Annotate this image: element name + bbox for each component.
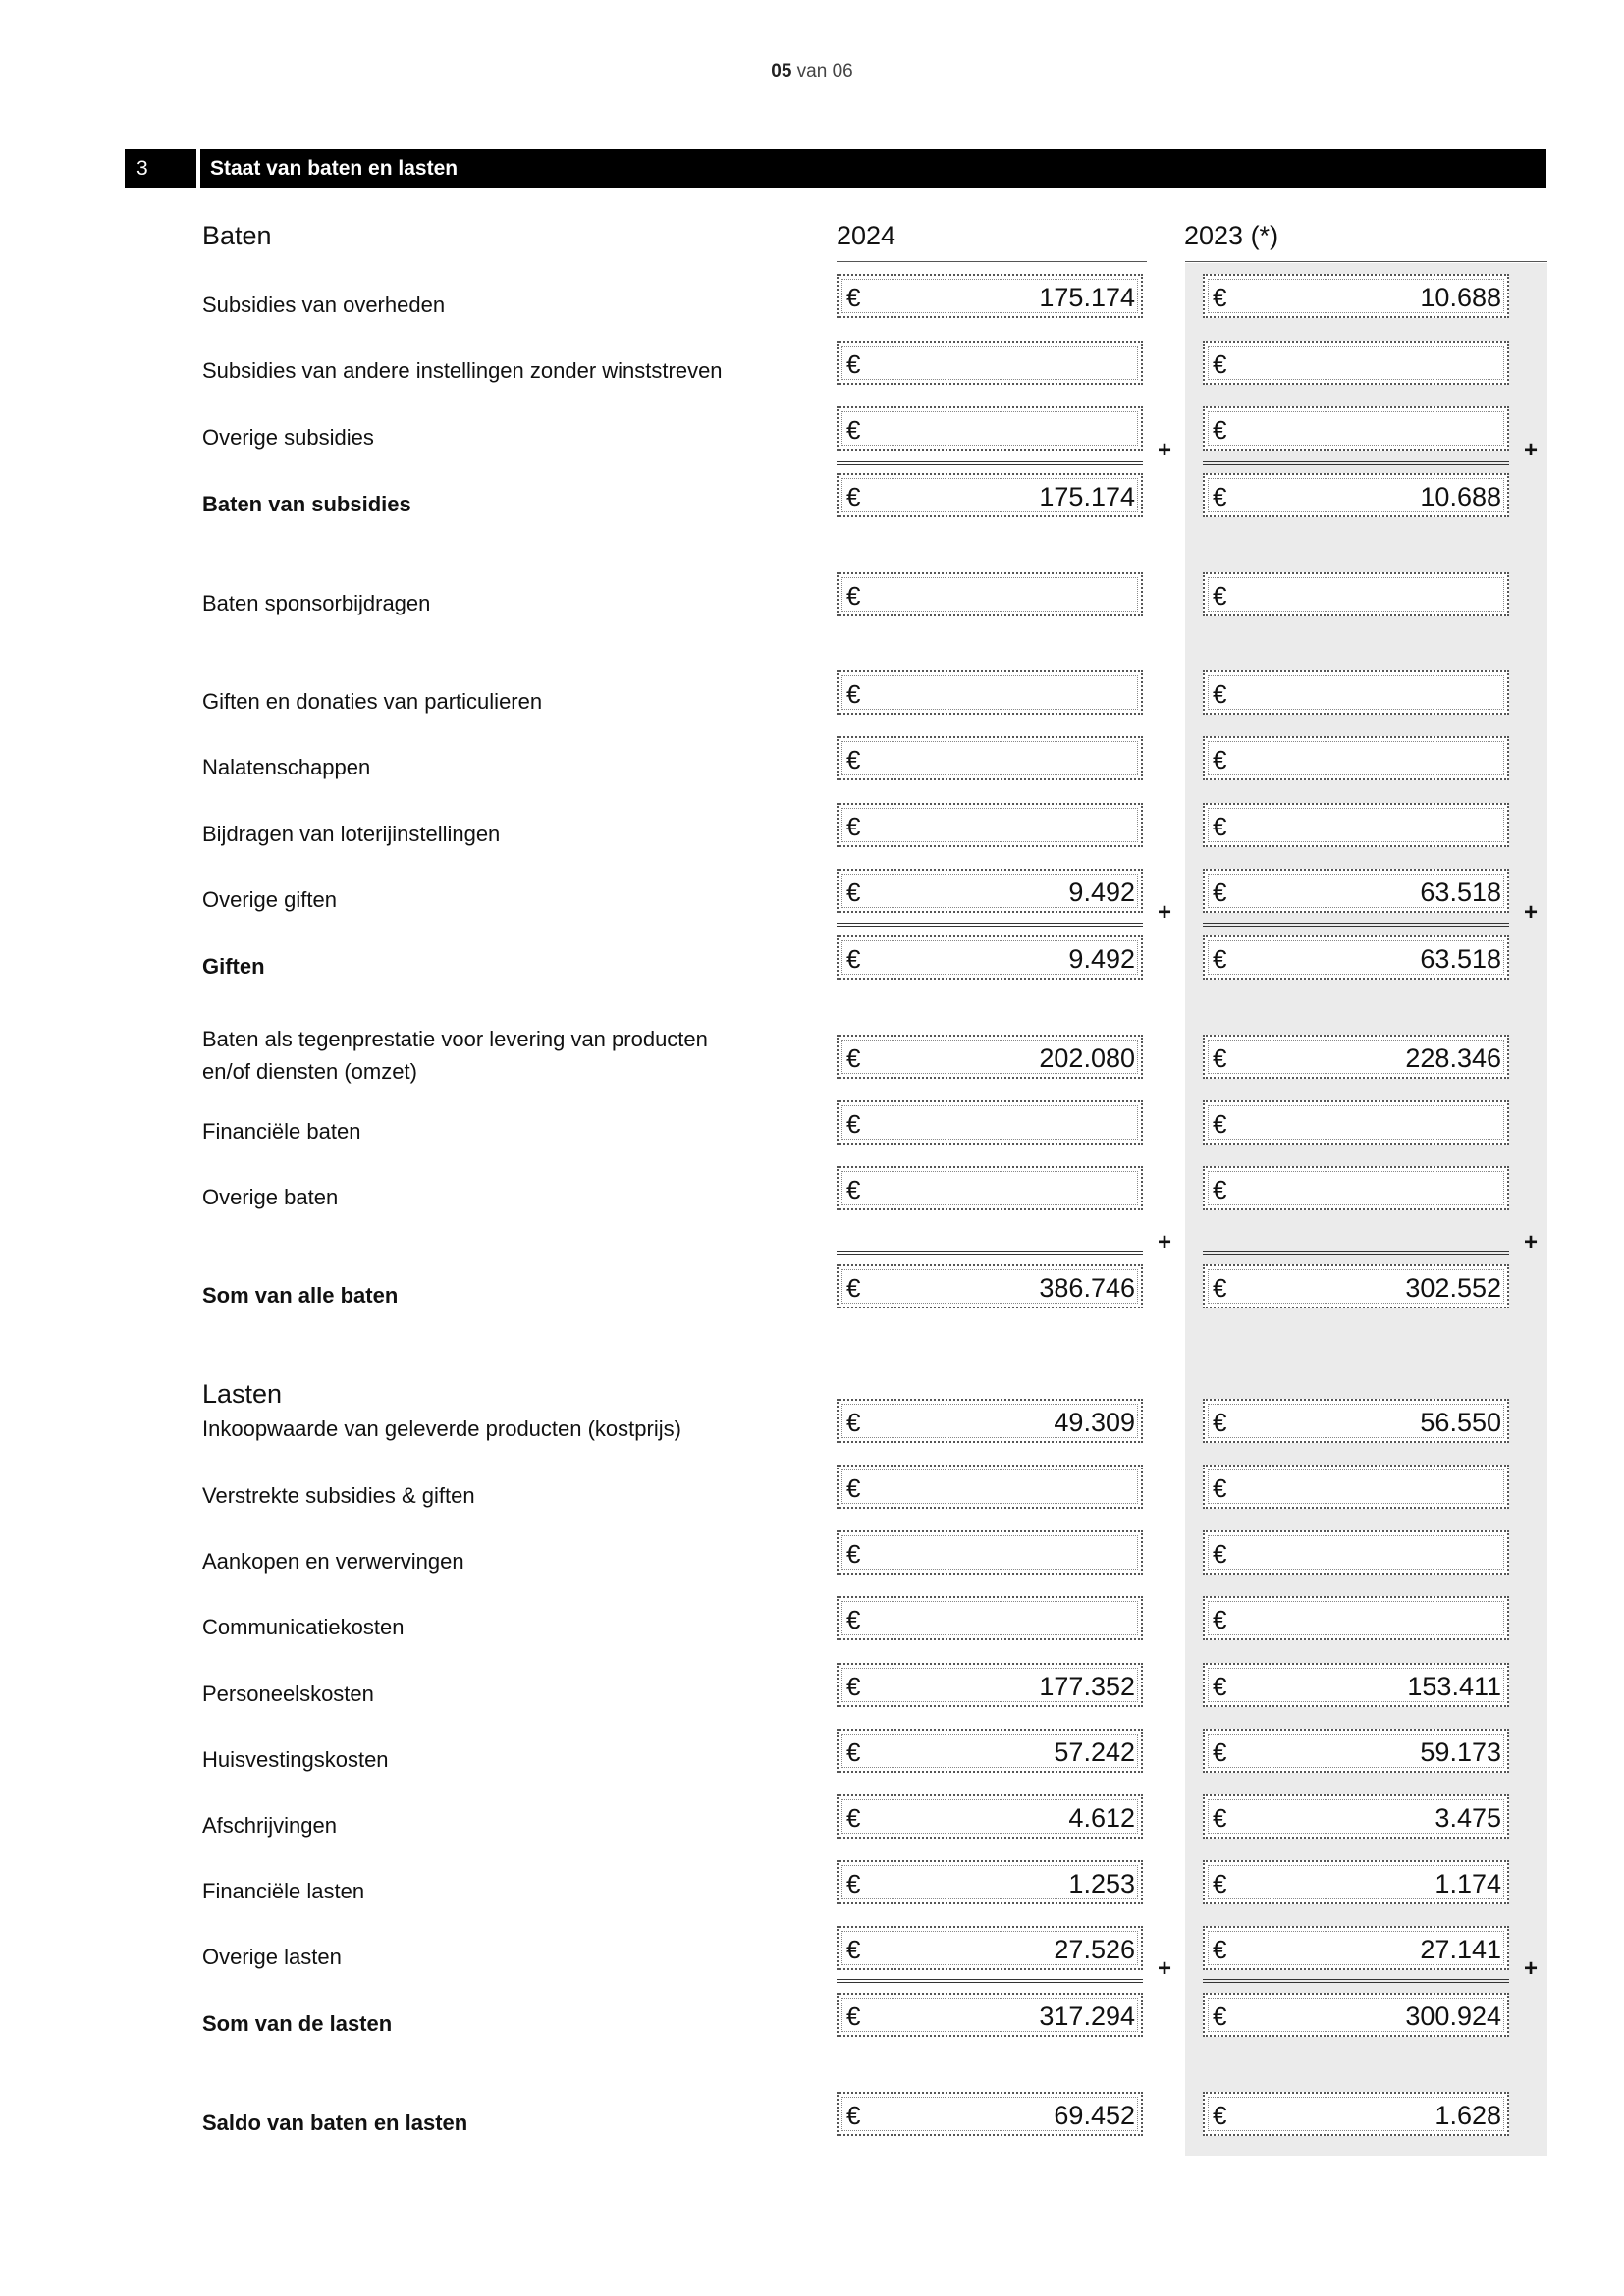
euro-sign: € — [846, 1539, 861, 1569]
euro-sign: € — [1213, 1935, 1227, 1964]
euro-sign: € — [1213, 1273, 1227, 1303]
amount-field-2023 — [1203, 1926, 1509, 1970]
sum-line — [837, 923, 1143, 927]
row-label: Overige giften — [202, 887, 337, 912]
amount-field-2024 — [837, 869, 1143, 913]
euro-sign: € — [1213, 283, 1227, 312]
amount-value: 10.688 — [1420, 283, 1501, 312]
amount-field-2023 — [1203, 473, 1509, 517]
euro-sign: € — [846, 1473, 861, 1503]
euro-sign: € — [1213, 1408, 1227, 1437]
amount-value: 9.492 — [1068, 944, 1135, 974]
amount-field-2024 — [837, 670, 1143, 715]
amount-value: 302.552 — [1405, 1273, 1501, 1303]
row-label: Som van alle baten — [202, 1283, 399, 1308]
amount-field-2023 — [1203, 1993, 1509, 2037]
amount-field-2023 — [1203, 274, 1509, 318]
euro-sign: € — [1213, 581, 1227, 611]
euro-sign: € — [846, 1737, 861, 1767]
euro-sign: € — [1213, 1473, 1227, 1503]
euro-sign: € — [1213, 349, 1227, 379]
amount-value: 177.352 — [1039, 1672, 1135, 1701]
amount-value: 9.492 — [1068, 878, 1135, 907]
amount-field-2023 — [1203, 1860, 1509, 1904]
euro-sign: € — [1213, 1803, 1227, 1833]
sum-line — [1203, 1251, 1509, 1255]
amount-field-2024 — [837, 1100, 1143, 1145]
amount-field-2024 — [837, 274, 1143, 318]
amount-field-2023 — [1203, 406, 1509, 451]
amount-value: 317.294 — [1039, 2002, 1135, 2031]
euro-sign: € — [846, 1869, 861, 1898]
row-label: Bijdragen van loterijinstellingen — [202, 822, 501, 846]
euro-sign: € — [1213, 944, 1227, 974]
row-label: Nalatenschappen — [202, 755, 371, 779]
amount-value: 202.080 — [1039, 1043, 1135, 1073]
amount-value: 27.526 — [1054, 1935, 1135, 1964]
euro-sign: € — [846, 2002, 861, 2031]
amount-field-2023 — [1203, 1399, 1509, 1443]
euro-sign: € — [1213, 1539, 1227, 1569]
row-label: Subsidies van overheden — [202, 293, 446, 317]
sum-line — [837, 461, 1143, 465]
saldo-label: Saldo van baten en lasten — [202, 2110, 468, 2135]
row-label: Baten van subsidies — [202, 492, 411, 516]
euro-sign: € — [846, 283, 861, 312]
amount-field-2023 — [1203, 1264, 1509, 1308]
sum-line — [1203, 461, 1509, 465]
amount-value: 56.550 — [1420, 1408, 1501, 1437]
year-2024-heading: 2024 — [837, 221, 896, 250]
euro-sign: € — [1213, 1737, 1227, 1767]
plus-sign: + — [1158, 1229, 1172, 1255]
amount-field-2024 — [837, 473, 1143, 517]
amount-field-2023 — [1203, 1794, 1509, 1839]
row-label: Inkoopwaarde van geleverde producten (kostprijs) — [202, 1416, 681, 1441]
euro-sign: € — [846, 1043, 861, 1073]
amount-value: 3.475 — [1435, 1803, 1501, 1833]
amount-field-2023 — [1203, 1729, 1509, 1773]
row-label: Financiële lasten — [202, 1879, 365, 1903]
plus-sign: + — [1524, 437, 1539, 463]
section-number: 3 — [125, 149, 196, 188]
amount-field-2023 — [1203, 869, 1509, 913]
row-label: Som van de lasten — [202, 2011, 393, 2036]
row-label: Aankopen en verwervingen — [202, 1549, 464, 1574]
row-label: Baten sponsorbijdragen — [202, 591, 431, 615]
amount-field-2024 — [837, 1166, 1143, 1210]
amount-field-2024 — [837, 1596, 1143, 1640]
euro-sign: € — [1213, 1869, 1227, 1898]
amount-value: 4.612 — [1068, 1803, 1135, 1833]
euro-sign: € — [1213, 812, 1227, 841]
baten-heading: Baten — [202, 221, 272, 250]
year-2023-rule — [1185, 261, 1547, 262]
sum-line — [837, 1979, 1143, 1983]
amount-value: 27.141 — [1420, 1935, 1501, 1964]
row-label: Giften — [202, 954, 265, 979]
amount-field-2024 — [837, 1035, 1143, 1079]
plus-sign: + — [1524, 1955, 1539, 1982]
amount-field-2024 — [837, 406, 1143, 451]
amount-field-2023 — [1203, 935, 1509, 980]
amount-field-2023 — [1203, 670, 1509, 715]
row-label: Financiële baten — [202, 1119, 361, 1144]
euro-sign: € — [846, 1175, 861, 1204]
euro-sign: € — [1213, 2101, 1227, 2130]
amount-field-2023 — [1203, 1530, 1509, 1575]
euro-sign: € — [1213, 1605, 1227, 1634]
amount-value: 386.746 — [1039, 1273, 1135, 1303]
euro-sign: € — [1213, 1043, 1227, 1073]
plus-sign: + — [1158, 899, 1172, 926]
euro-sign: € — [1213, 2002, 1227, 2031]
amount-value: 1.628 — [1435, 2101, 1501, 2130]
euro-sign: € — [846, 581, 861, 611]
saldo-field-2024 — [837, 2092, 1143, 2136]
euro-sign: € — [846, 1803, 861, 1833]
amount-field-2024 — [837, 1663, 1143, 1707]
plus-sign: + — [1158, 1955, 1172, 1982]
sum-line — [837, 1251, 1143, 1255]
amount-field-2024 — [837, 1993, 1143, 2037]
row-label: Subsidies van andere instellingen zonder winststreven — [202, 358, 723, 383]
euro-sign: € — [846, 482, 861, 511]
euro-sign: € — [1213, 1672, 1227, 1701]
euro-sign: € — [846, 745, 861, 774]
amount-field-2023 — [1203, 572, 1509, 616]
euro-sign: € — [846, 1273, 861, 1303]
amount-field-2024 — [837, 1465, 1143, 1509]
amount-field-2023 — [1203, 341, 1509, 385]
euro-sign: € — [1213, 1109, 1227, 1139]
amount-value: 10.688 — [1420, 482, 1501, 511]
lasten-heading: Lasten — [202, 1379, 283, 1409]
page-total: 06 — [832, 61, 853, 81]
euro-sign: € — [846, 679, 861, 709]
euro-sign: € — [846, 944, 861, 974]
row-label: Personeelskosten — [202, 1682, 374, 1706]
amount-field-2024 — [837, 1860, 1143, 1904]
plus-sign: + — [1524, 1229, 1539, 1255]
euro-sign: € — [846, 349, 861, 379]
euro-sign: € — [846, 1605, 861, 1634]
amount-value: 300.924 — [1405, 2002, 1501, 2031]
euro-sign: € — [846, 1935, 861, 1964]
amount-value: 69.452 — [1054, 2101, 1135, 2130]
row-label: Afschrijvingen — [202, 1813, 337, 1838]
sum-line — [1203, 1979, 1509, 1983]
amount-value: 59.173 — [1420, 1737, 1501, 1767]
euro-sign: € — [1213, 415, 1227, 445]
euro-sign: € — [1213, 1175, 1227, 1204]
euro-sign: € — [1213, 878, 1227, 907]
amount-field-2023 — [1203, 1465, 1509, 1509]
section-header — [125, 149, 1546, 188]
amount-field-2023 — [1203, 1035, 1509, 1079]
euro-sign: € — [846, 1109, 861, 1139]
amount-field-2023 — [1203, 803, 1509, 847]
euro-sign: € — [846, 878, 861, 907]
row-label: Overige subsidies — [202, 425, 374, 450]
euro-sign: € — [846, 2101, 861, 2130]
euro-sign: € — [846, 812, 861, 841]
amount-value: 228.346 — [1405, 1043, 1501, 1073]
row-label: Huisvestingskosten — [202, 1747, 389, 1772]
amount-value: 175.174 — [1039, 482, 1135, 511]
page-current: 05 — [771, 61, 792, 81]
amount-field-2024 — [837, 1264, 1143, 1308]
amount-value: 49.309 — [1054, 1408, 1135, 1437]
amount-field-2024 — [837, 1530, 1143, 1575]
amount-field-2024 — [837, 1926, 1143, 1970]
year-2024-rule — [837, 261, 1147, 262]
amount-field-2024 — [837, 1729, 1143, 1773]
amount-field-2024 — [837, 1399, 1143, 1443]
amount-field-2024 — [837, 341, 1143, 385]
amount-field-2023 — [1203, 736, 1509, 780]
row-label-line2: en/of diensten (omzet) — [202, 1059, 417, 1084]
amount-value: 153.411 — [1407, 1672, 1501, 1701]
amount-value: 1.253 — [1068, 1869, 1135, 1898]
section-title: Staat van baten en lasten — [200, 149, 1546, 188]
euro-sign: € — [846, 415, 861, 445]
amount-value: 63.518 — [1420, 878, 1501, 907]
amount-value: 175.174 — [1039, 283, 1135, 312]
page-separator: van — [796, 61, 828, 81]
amount-field-2024 — [837, 803, 1143, 847]
row-label-line1: Baten als tegenprestatie voor levering van producten — [202, 1027, 708, 1051]
row-label: Communicatiekosten — [202, 1615, 405, 1639]
amount-value: 63.518 — [1420, 944, 1501, 974]
row-label: Overige baten — [202, 1185, 339, 1209]
sum-line — [1203, 923, 1509, 927]
amount-field-2023 — [1203, 1663, 1509, 1707]
saldo-field-2023 — [1203, 2092, 1509, 2136]
amount-value: 1.174 — [1435, 1869, 1501, 1898]
amount-field-2024 — [837, 572, 1143, 616]
row-label: Giften en donaties van particulieren — [202, 689, 543, 714]
euro-sign: € — [1213, 745, 1227, 774]
year-2023-heading: 2023 (*) — [1184, 221, 1279, 250]
amount-field-2023 — [1203, 1100, 1509, 1145]
euro-sign: € — [1213, 482, 1227, 511]
amount-field-2024 — [837, 935, 1143, 980]
amount-field-2024 — [837, 1794, 1143, 1839]
amount-field-2023 — [1203, 1596, 1509, 1640]
plus-sign: + — [1524, 899, 1539, 926]
row-label: Overige lasten — [202, 1945, 342, 1969]
euro-sign: € — [1213, 679, 1227, 709]
plus-sign: + — [1158, 437, 1172, 463]
amount-field-2023 — [1203, 1166, 1509, 1210]
page-number — [0, 61, 1624, 82]
amount-field-2024 — [837, 736, 1143, 780]
amount-value: 57.242 — [1054, 1737, 1135, 1767]
euro-sign: € — [846, 1408, 861, 1437]
row-label: Verstrekte subsidies & giften — [202, 1483, 475, 1508]
euro-sign: € — [846, 1672, 861, 1701]
